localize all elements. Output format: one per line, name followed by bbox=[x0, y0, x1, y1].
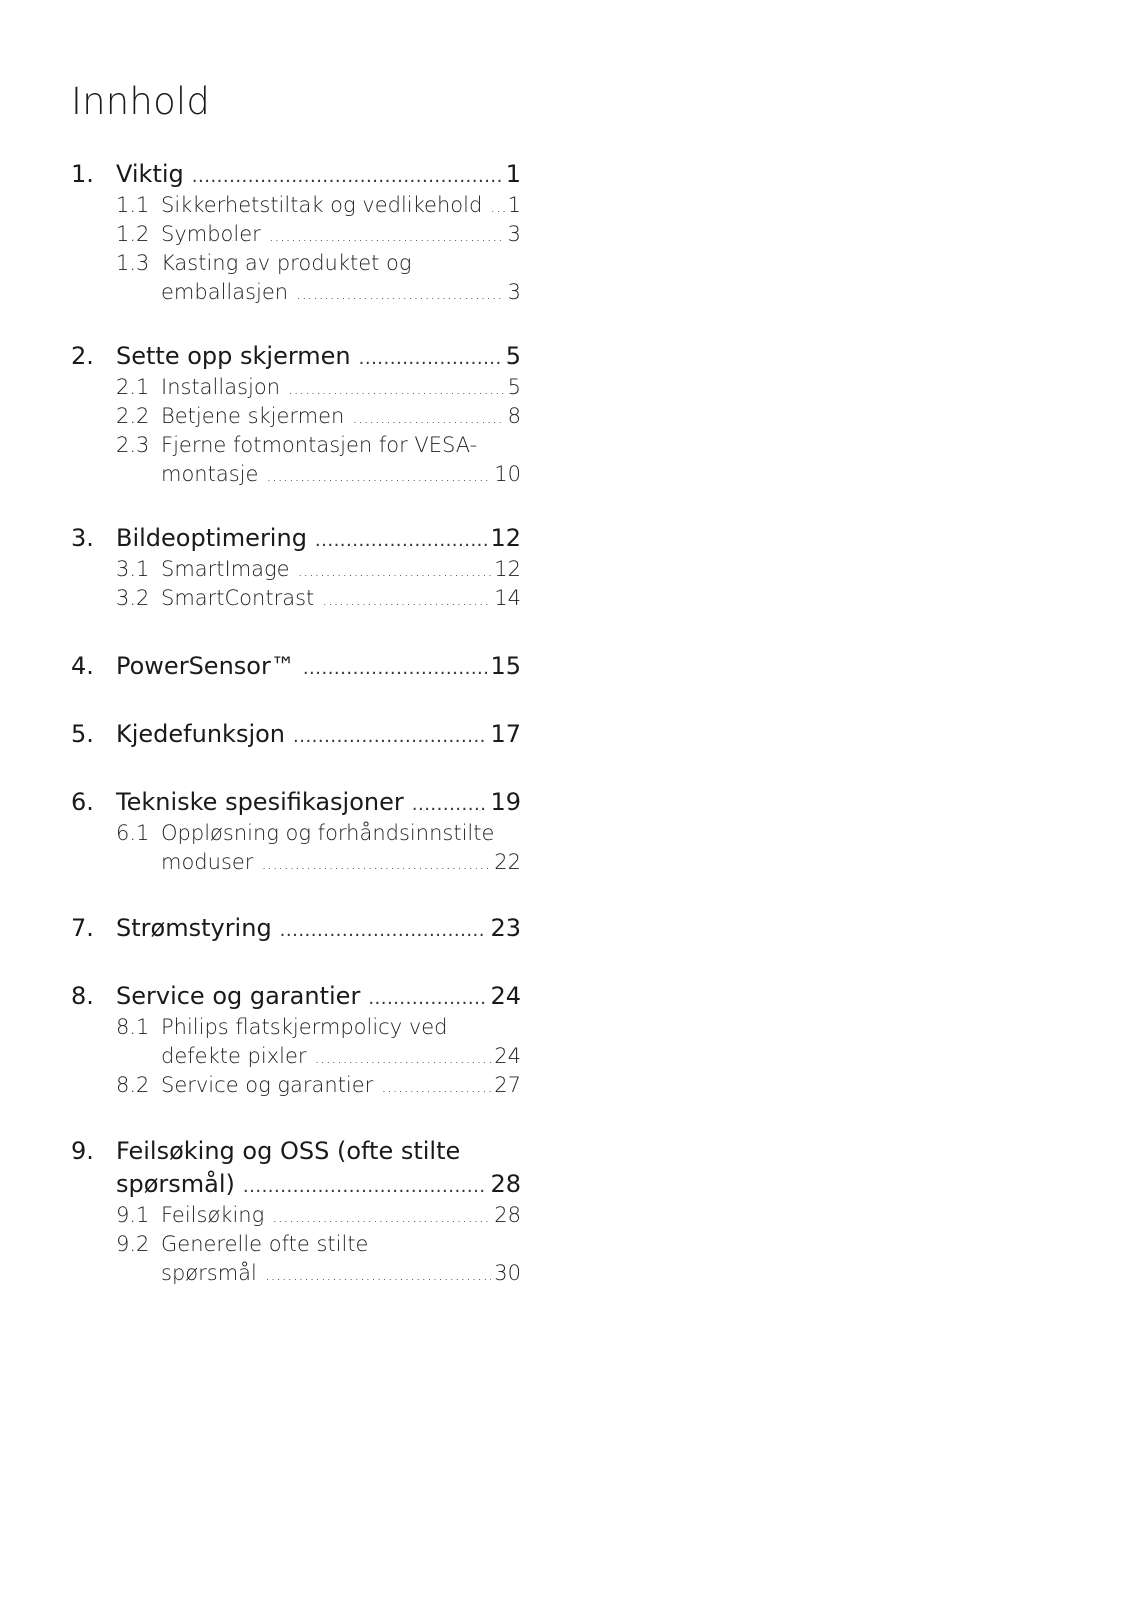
toc-subentry-label: Sikkerhetstiltak og vedlikehold bbox=[161, 193, 483, 217]
dot-leader bbox=[412, 788, 488, 821]
toc-section bbox=[71, 718, 521, 751]
toc-section bbox=[71, 340, 521, 489]
toc-subentry-page: 1 bbox=[507, 193, 521, 217]
toc-subentry-label-continued: spørsmål bbox=[161, 1261, 257, 1285]
toc-entry[interactable] bbox=[71, 650, 521, 683]
toc-entry[interactable] bbox=[71, 522, 521, 555]
toc-subentry-label: Installasjon bbox=[161, 375, 281, 399]
toc-subentry-page: 5 bbox=[507, 375, 521, 399]
toc-entry-page: 17 bbox=[490, 720, 521, 748]
dot-leader bbox=[322, 585, 491, 614]
toc-subentry[interactable] bbox=[71, 220, 521, 249]
toc-subentry-page: 8 bbox=[507, 404, 521, 428]
toc-section bbox=[71, 912, 521, 945]
toc-subentry-page: 27 bbox=[494, 1073, 521, 1097]
toc-subentry-label: Service og garantier bbox=[161, 1073, 374, 1097]
toc-subentry-number: 6.1 bbox=[116, 821, 150, 845]
toc-subentry-page: 28 bbox=[494, 1203, 521, 1227]
toc-subentry-number: 2.1 bbox=[116, 375, 150, 399]
toc-subentry-number: 3.2 bbox=[116, 586, 150, 610]
toc-subentry-page: 10 bbox=[494, 462, 521, 486]
toc-subentry-label-continued: defekte pixler bbox=[161, 1044, 307, 1068]
toc-subentry-number: 9.1 bbox=[116, 1203, 150, 1227]
toc-entry-number: 5. bbox=[71, 720, 94, 748]
toc-subentry-page: 3 bbox=[507, 222, 521, 246]
toc-subentry-label: Feilsøking bbox=[161, 1203, 265, 1227]
toc-entry-number: 8. bbox=[71, 982, 94, 1010]
dot-leader bbox=[243, 1170, 488, 1203]
toc-entry-label: Sette opp skjermen bbox=[116, 342, 351, 370]
toc-entry-number: 9. bbox=[71, 1137, 94, 1165]
toc-entry[interactable] bbox=[71, 786, 521, 819]
dot-leader bbox=[490, 192, 504, 221]
toc-section bbox=[71, 980, 521, 1100]
toc-subentry[interactable] bbox=[71, 1201, 521, 1230]
toc-subentry-label: Betjene skjermen bbox=[161, 404, 345, 428]
dot-leader bbox=[359, 342, 503, 375]
toc-entry-label: Bildeoptimering bbox=[116, 524, 307, 552]
toc-subentry-label: SmartImage bbox=[161, 557, 290, 581]
dot-leader bbox=[266, 461, 491, 490]
toc-subentry-label: Fjerne fotmontasjen for VESA- bbox=[161, 433, 478, 457]
toc-section bbox=[71, 158, 521, 307]
toc-entry-page: 24 bbox=[490, 982, 521, 1010]
toc-entry-page: 12 bbox=[490, 524, 521, 552]
dot-leader bbox=[288, 374, 505, 403]
toc-entry-number: 2. bbox=[71, 342, 94, 370]
toc-subentry-label: Philips flatskjermpolicy ved bbox=[161, 1015, 448, 1039]
toc-entry-number: 4. bbox=[71, 652, 94, 680]
toc-entry-label: Viktig bbox=[116, 160, 184, 188]
toc-subentry-label: Oppløsning og forhåndsinnstilte bbox=[161, 821, 495, 845]
toc-entry-page: 5 bbox=[505, 342, 521, 370]
toc-subentry[interactable] bbox=[71, 819, 521, 848]
toc-subentry-continuation[interactable] bbox=[71, 1259, 521, 1288]
dot-leader bbox=[272, 1202, 491, 1231]
toc-subentry[interactable] bbox=[71, 555, 521, 584]
dot-leader bbox=[261, 849, 491, 878]
toc-entry-number: 6. bbox=[71, 788, 94, 816]
toc-subentry-number: 2.3 bbox=[116, 433, 150, 457]
toc-subentry[interactable] bbox=[71, 1071, 521, 1100]
toc-subentry-label: Symboler bbox=[161, 222, 261, 246]
toc-subentry-page: 24 bbox=[494, 1044, 521, 1068]
toc-subentry-number: 3.1 bbox=[116, 557, 150, 581]
dot-leader bbox=[269, 221, 505, 250]
dot-leader bbox=[296, 279, 505, 308]
toc-subentry-page: 3 bbox=[507, 280, 521, 304]
toc-entry-label-continued: spørsmål) bbox=[116, 1170, 235, 1198]
toc-entry-number: 7. bbox=[71, 914, 94, 942]
toc-subentry-page: 22 bbox=[494, 850, 521, 874]
page-title: Innhold bbox=[71, 80, 211, 123]
toc-subentry[interactable] bbox=[71, 1013, 521, 1042]
dot-leader bbox=[280, 914, 488, 947]
toc-entry-page: 23 bbox=[490, 914, 521, 942]
toc-subentry-number: 8.2 bbox=[116, 1073, 150, 1097]
toc-entry[interactable] bbox=[71, 912, 521, 945]
toc-subentry-number: 9.2 bbox=[116, 1232, 150, 1256]
toc-subentry-label-continued: moduser bbox=[161, 850, 254, 874]
toc-section bbox=[71, 1135, 521, 1288]
toc-subentry[interactable] bbox=[71, 1230, 521, 1259]
toc-section bbox=[71, 650, 521, 683]
dot-leader bbox=[352, 403, 504, 432]
toc-subentry-number: 8.1 bbox=[116, 1015, 150, 1039]
toc-entry-label: Tekniske spesifikasjoner bbox=[116, 788, 404, 816]
toc-subentry-label: Generelle ofte stilte bbox=[161, 1232, 369, 1256]
toc-subentry-label-continued: montasje bbox=[161, 462, 259, 486]
toc-subentry-label: SmartContrast bbox=[161, 586, 315, 610]
toc-entry[interactable] bbox=[71, 980, 521, 1013]
toc-subentry-page: 12 bbox=[494, 557, 521, 581]
dot-leader bbox=[298, 556, 492, 585]
toc-entry-label: Feilsøking og OSS (ofte stilte bbox=[116, 1137, 461, 1165]
dot-leader bbox=[315, 1043, 492, 1072]
toc-subentry-number: 1.1 bbox=[116, 193, 150, 217]
toc-subentry-page: 14 bbox=[494, 586, 521, 610]
toc-subentry-label: Kasting av produktet og bbox=[161, 251, 412, 275]
toc-entry[interactable] bbox=[71, 718, 521, 751]
toc-section bbox=[71, 522, 521, 613]
toc-entry-number: 1. bbox=[71, 160, 94, 188]
toc-subentry-number: 1.2 bbox=[116, 222, 150, 246]
dot-leader bbox=[303, 652, 488, 685]
dot-leader bbox=[315, 524, 488, 557]
toc-subentry[interactable] bbox=[71, 191, 521, 220]
dot-leader bbox=[192, 160, 503, 193]
toc-entry-number: 3. bbox=[71, 524, 94, 552]
toc-subentry-continuation[interactable] bbox=[71, 278, 521, 307]
toc-subentry-continuation[interactable] bbox=[71, 1042, 521, 1071]
dot-leader bbox=[265, 1260, 491, 1289]
toc-subentry-number: 1.3 bbox=[116, 251, 150, 275]
toc-subentry[interactable] bbox=[71, 373, 521, 402]
toc-entry[interactable] bbox=[71, 158, 521, 191]
toc-entry-label: PowerSensor™ bbox=[116, 652, 295, 680]
toc-entry-label: Kjedefunksjon bbox=[116, 720, 286, 748]
dot-leader bbox=[381, 1072, 491, 1101]
dot-leader bbox=[293, 720, 487, 753]
toc-entry-page: 19 bbox=[490, 788, 521, 816]
toc-subentry[interactable] bbox=[71, 431, 521, 460]
toc-subentry-continuation[interactable] bbox=[71, 460, 521, 489]
toc-entry-page: 28 bbox=[490, 1170, 521, 1198]
toc-subentry-page: 30 bbox=[494, 1261, 521, 1285]
toc-section bbox=[71, 786, 521, 877]
toc-subentry[interactable] bbox=[71, 249, 521, 278]
toc-subentry[interactable] bbox=[71, 584, 521, 613]
toc-subentry-label-continued: emballasjen bbox=[161, 280, 289, 304]
dot-leader bbox=[368, 982, 487, 1015]
toc-entry-continuation[interactable] bbox=[71, 1168, 521, 1201]
toc-subentry-continuation[interactable] bbox=[71, 848, 521, 877]
toc-entry-label: Service og garantier bbox=[116, 982, 361, 1010]
toc-entry[interactable] bbox=[71, 1135, 521, 1168]
toc-entry-page: 15 bbox=[490, 652, 521, 680]
toc-entry-label: Strømstyring bbox=[116, 914, 272, 942]
toc-entry-page: 1 bbox=[505, 160, 521, 188]
toc-subentry-number: 2.2 bbox=[116, 404, 150, 428]
toc-entry[interactable] bbox=[71, 340, 521, 373]
toc-subentry[interactable] bbox=[71, 402, 521, 431]
